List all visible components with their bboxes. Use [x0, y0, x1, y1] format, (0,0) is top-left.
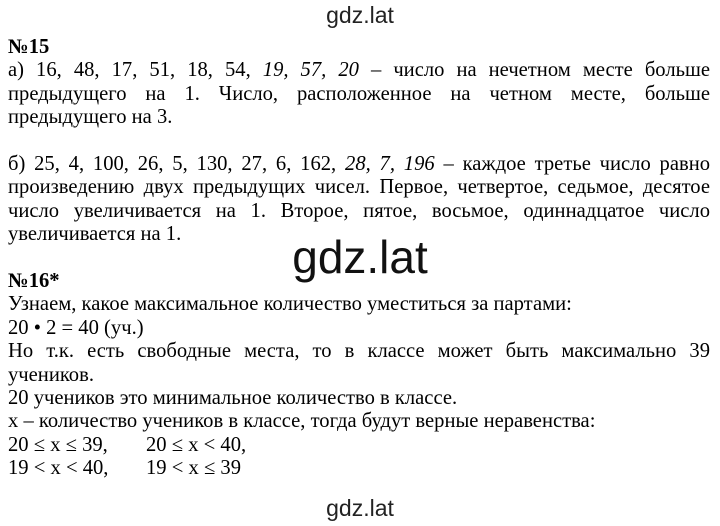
watermark-top: gdz.lat	[326, 2, 394, 28]
part-b-answer: 28, 7, 196	[345, 153, 435, 176]
problem-15-heading: №15	[8, 36, 50, 58]
problem-16-line-1: Узнаем, какое максимальное количество уместиться за партами:	[8, 293, 572, 316]
problem-16-line-5: x – количество учеников в классе, тогда будут верные неравенства:	[8, 410, 596, 433]
inequality: 20 ≤ x ≤ 39,	[8, 433, 108, 456]
problem-16-heading: №16*	[8, 270, 60, 293]
part-b-explanation: – каждое третье число равно произведению двух предыдущих чисел. Первое, четвертое, седьмое, десятое число увеличивается на 1. Второе, пятое, восьмое, одиннадцатое число увеличивается на 1.	[8, 153, 711, 246]
inequality-row-2	[8, 457, 710, 480]
inequality: 20 ≤ x < 40,	[146, 433, 247, 456]
inequality: 19 < x < 40,	[8, 457, 109, 480]
part-a-explanation: – число на нечетном месте больше предыдущего на 1. Число, расположенное на четном месте, больше предыдущего на 3.	[8, 59, 710, 129]
watermark-bottom: gdz.lat	[326, 495, 394, 521]
part-a-answer: 19, 57, 20	[262, 59, 359, 82]
problem-15-part-a	[8, 59, 710, 129]
problem-16-line-4: 20 учеников это минимальное количество в классе.	[8, 387, 458, 410]
spacer	[8, 130, 710, 153]
watermark-middle: gdz.lat	[292, 231, 428, 283]
problem-16-line-2: 20 • 2 = 40 (уч.)	[8, 316, 144, 339]
part-a-sequence: а) 16, 48, 17, 51, 18, 54,	[8, 59, 263, 82]
inequality-row-1	[8, 434, 710, 457]
inequality: 19 < x ≤ 39	[146, 457, 241, 480]
part-b-sequence: б) 25, 4, 100, 26, 5, 130, 27, 6, 162,	[8, 153, 346, 176]
problem-16-line-3: Но т.к. есть свободные места, то в классе может быть максимально 39 учеников.	[8, 340, 710, 386]
